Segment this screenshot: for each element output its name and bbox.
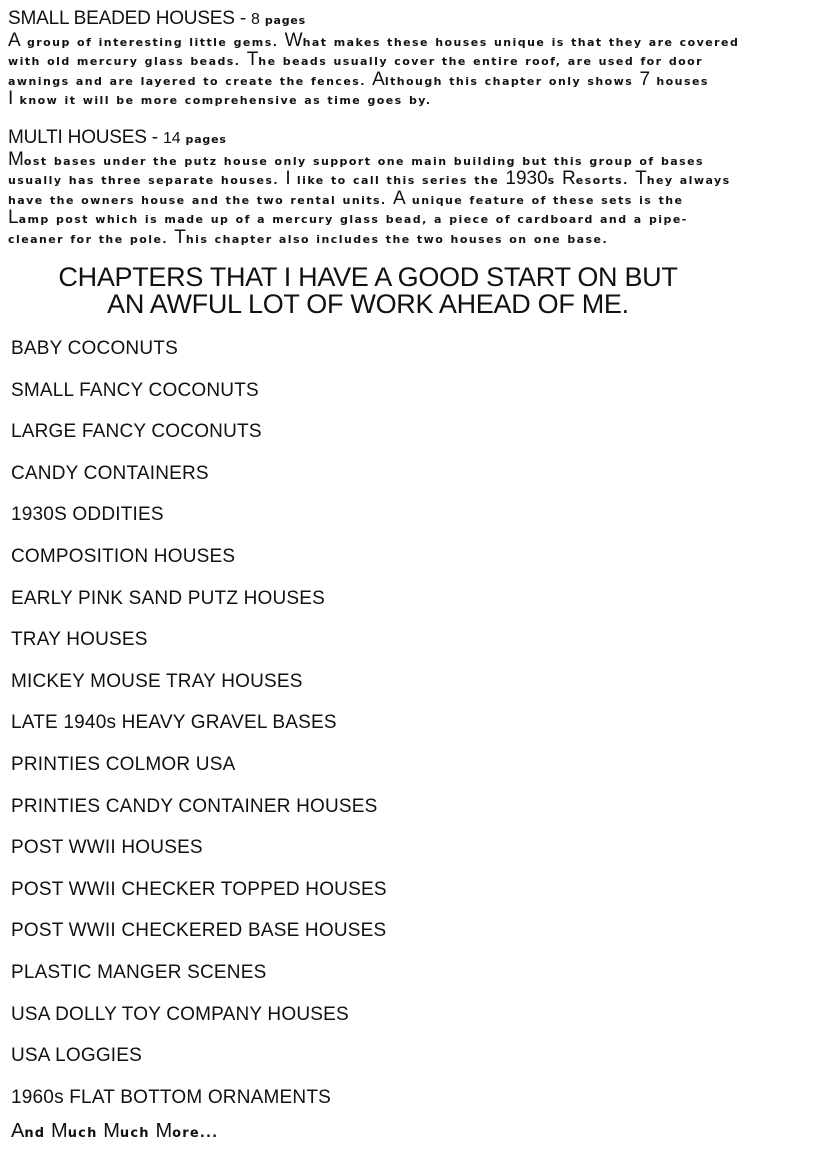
chapter-item: LARGE FANCY COCONUTS xyxy=(11,421,262,443)
chapter-item: BABY COCONUTS xyxy=(11,338,178,359)
chapter-item: 1960s FLAT BOTTOM ORNAMENTS xyxy=(11,1086,332,1108)
chapter-item: USA LOGGIES xyxy=(11,1045,143,1067)
page-count: 8 xyxy=(251,11,260,28)
chapter-item: COMPOSITION HOUSES xyxy=(11,545,236,567)
and-much-more-text: And Much Much More... xyxy=(11,1120,219,1142)
description-line: awnings and are layered to create the fences. Although this chapter only shows 7 houses xyxy=(8,68,709,90)
description-line: A group of interesting little gems. What makes these houses unique is that they are covered xyxy=(8,30,740,51)
chapter-item: 1930S ODDITIES xyxy=(11,504,164,526)
chapter-item: LATE 1940s HEAVY GRAVEL BASES xyxy=(11,712,337,734)
description-line: Lamp post which is made up of a mercury glass bead, a piece of cardboard and a pipe- xyxy=(8,207,688,229)
section-small-beaded-houses xyxy=(8,9,808,109)
description-line: with old mercury glass beads. The beads usually cover the entire roof, are used for door xyxy=(8,49,704,71)
section-title-text: MULTI HOUSES xyxy=(8,127,147,148)
pages-label: pages xyxy=(264,14,307,27)
section-title xyxy=(8,128,808,150)
chapter-item: EARLY PINK SAND PUTZ HOUSES xyxy=(11,587,326,609)
section-title xyxy=(8,9,808,31)
chapter-item: CANDY CONTAINERS xyxy=(11,462,209,484)
description-line: have the owners house and the two rental units. A unique feature of these sets is the xyxy=(8,187,684,209)
chapter-item: TRAY HOUSES xyxy=(11,629,148,651)
description-line: I know it will be more comprehensive as time goes by. xyxy=(8,88,432,110)
page-count: 14 xyxy=(163,130,181,147)
title-separator: - xyxy=(234,8,252,29)
chapter-item: MICKEY MOUSE TRAY HOUSES xyxy=(11,670,303,692)
heading-line-1: CHAPTERS THAT I HAVE A GOOD START ON BUT xyxy=(58,262,678,292)
description-line: usually has three separate houses. I like to call this series the 1930s Resorts. They always xyxy=(8,168,731,190)
section-multi-houses xyxy=(8,128,808,247)
chapter-item: SMALL FANCY COCONUTS xyxy=(11,379,259,401)
heading-line-2: AN AWFUL LOT OF WORK AHEAD OF ME. xyxy=(107,289,629,319)
title-separator: - xyxy=(146,127,164,148)
chapter-item: USA DOLLY TOY COMPANY HOUSES xyxy=(11,1003,349,1025)
pages-label: pages xyxy=(185,133,227,146)
chapter-item: POST WWII HOUSES xyxy=(11,837,203,859)
section-description xyxy=(8,31,808,109)
in-progress-heading xyxy=(0,264,736,318)
description-line: cleaner for the pole. This chapter also includes the two houses on one base. xyxy=(8,226,609,248)
chapter-item: PLASTIC MANGER SCENES xyxy=(11,961,267,983)
section-description xyxy=(8,150,808,247)
chapter-list xyxy=(11,328,387,1118)
section-title-text: SMALL BEADED HOUSES xyxy=(8,8,235,29)
description-line: Most bases under the putz house only support one main building but this group of bases xyxy=(8,149,705,170)
chapter-item: PRINTIES COLMOR USA xyxy=(11,753,236,775)
chapter-item: POST WWII CHECKER TOPPED HOUSES xyxy=(11,878,387,900)
chapter-item: POST WWII CHECKERED BASE HOUSES xyxy=(11,920,387,942)
chapter-item: PRINTIES CANDY CONTAINER HOUSES xyxy=(11,795,378,817)
